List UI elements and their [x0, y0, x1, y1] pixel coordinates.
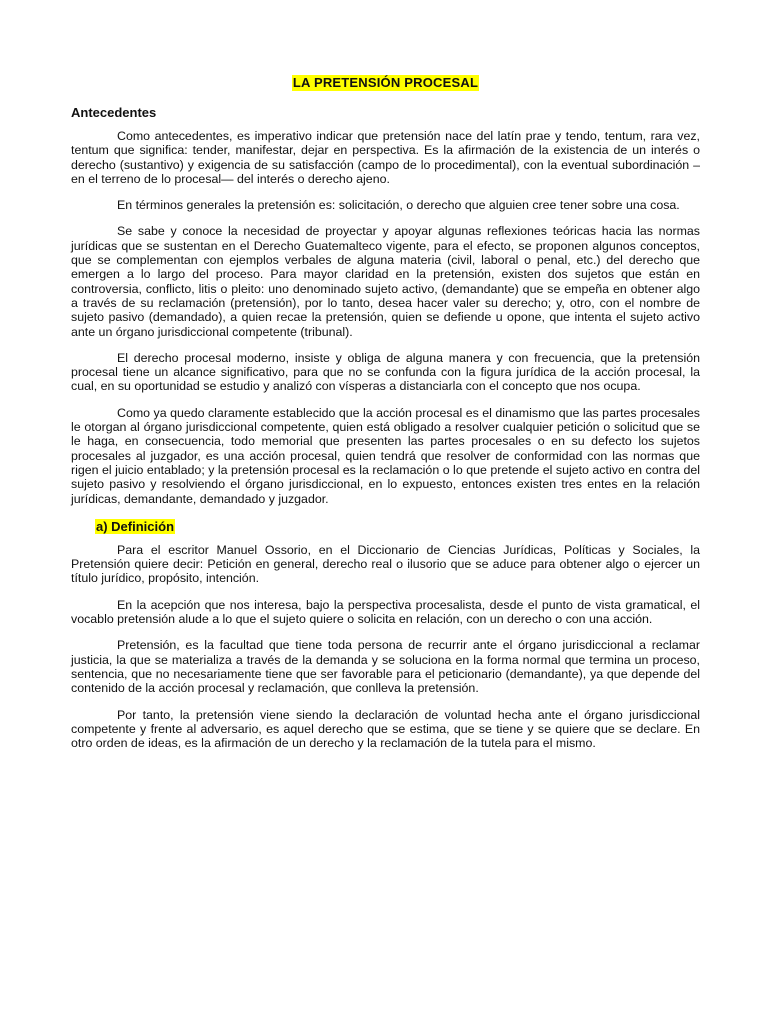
paragraph: Se sabe y conoce la necesidad de proyectar y apoyar algunas reflexiones teóricas hacia las normas jurídicas que se sustentan en el Derecho Guatemalteco vigente, para el efecto, se proponen algunos conceptos, que se complementan con ejemplos verbales de alguna materia (civil, laboral o penal, etc.) del derecho que emergen a lo largo del proceso. Para mayor claridad en la pretensión, existen dos sujetos que están en controversia, conflicto, litis o pleito: uno denominado sujeto activo, (demandante) que se empeña en obtener algo a través de su reclamación (pretensión), por lo tanto, desea hacer valer su derecho; y, otro, con el nombre de sujeto pasivo (demandado), a quien recae la pretensión, quien se defiende u opone, que intenta el sujeto activo ante un órgano jurisdiccional competente (tribunal). — [71, 224, 700, 339]
section-heading-antecedentes: Antecedentes — [71, 105, 157, 120]
section-heading-definicion: a) Definición — [96, 518, 175, 534]
paragraph: El derecho procesal moderno, insiste y obliga de alguna manera y con frecuencia, que la pretensión procesal tiene un alcance significativo, para que no se confunda con la figura jurídica de la acción procesal, la cual, en su oportunidad se estudio y analizó con vísperas a distanciarla con el concepto que nos ocupa. — [71, 350, 700, 394]
section-heading-definicion-wrap — [71, 519, 700, 535]
page-title: LA PRETENSIÓN PROCESAL — [292, 75, 479, 90]
paragraph: Como antecedentes, es imperativo indicar que pretensión nace del latín prae y tendo, tentum, rara vez, tentum que significa: tender, manifestar, dejar en perspectiva. Es la afirmación de la existencia de un interés o derecho (sustantivo) y exigencia de su satisfacción (campo de lo procedimental), con la eventual subordinación –en el terreno de lo procesal— del interés o derecho ajeno. — [71, 129, 700, 186]
paragraph: En la acepción que nos interesa, bajo la perspectiva procesalista, desde el punto de vista gramatical, el vocablo pretensión alude a lo que el sujeto quiere o solicita en relación, con un derecho o con una acción. — [71, 597, 700, 627]
paragraph: Por tanto, la pretensión viene siendo la declaración de voluntad hecha ante el órgano jurisdiccional competente y frente al adversario, es aquel derecho que se estima, que se tiene y se quiere que se declare. En otro orden de ideas, es la afirmación de un derecho y la reclamación de la tutela para el mismo. — [71, 707, 700, 751]
title-container — [71, 74, 700, 94]
paragraph: En términos generales la pretensión es: solicitación, o derecho que alguien cree tener sobre una cosa. — [117, 198, 680, 213]
paragraph: Pretensión, es la facultad que tiene toda persona de recurrir ante el órgano jurisdiccional a reclamar justicia, la que se materializa a través de la demanda y se soluciona en la forma normal que termina un proceso, sentencia, que no necesariamente tiene que ser favorable para el peticionario (demandante), ya que depende del contenido de la acción procesal y reclamación, que conlleva la pretensión. — [71, 638, 700, 696]
paragraph: Para el escritor Manuel Ossorio, en el Diccionario de Ciencias Jurídicas, Políticas y Sociales, la Pretensión quiere decir: Petición en general, derecho real o ilusorio que se aduce para obtener algo o ejercer un título jurídico, propósito, intención. — [71, 542, 700, 586]
paragraph: Como ya quedo claramente establecido que la acción procesal es el dinamismo que las partes procesales le otorgan al órgano jurisdiccional competente, quien está obligado a resolver cualquier petición o solicitud que se le haga, en consecuencia, todo memorial que presenten las partes procesales o en su defecto los sujetos procesales al juzgador, es una acción procesal, quien tendrá que resolver de conformidad con las normas que rigen el juicio entablado; y la pretensión procesal es la reclamación o lo que pretende el sujeto activo en contra del sujeto pasivo y resolviendo el órgano jurisdiccional, en lo expuesto, entonces existen tres entes en la relación jurídicas, demandante, demandado y juzgador. — [71, 405, 700, 506]
document-page — [71, 74, 700, 762]
